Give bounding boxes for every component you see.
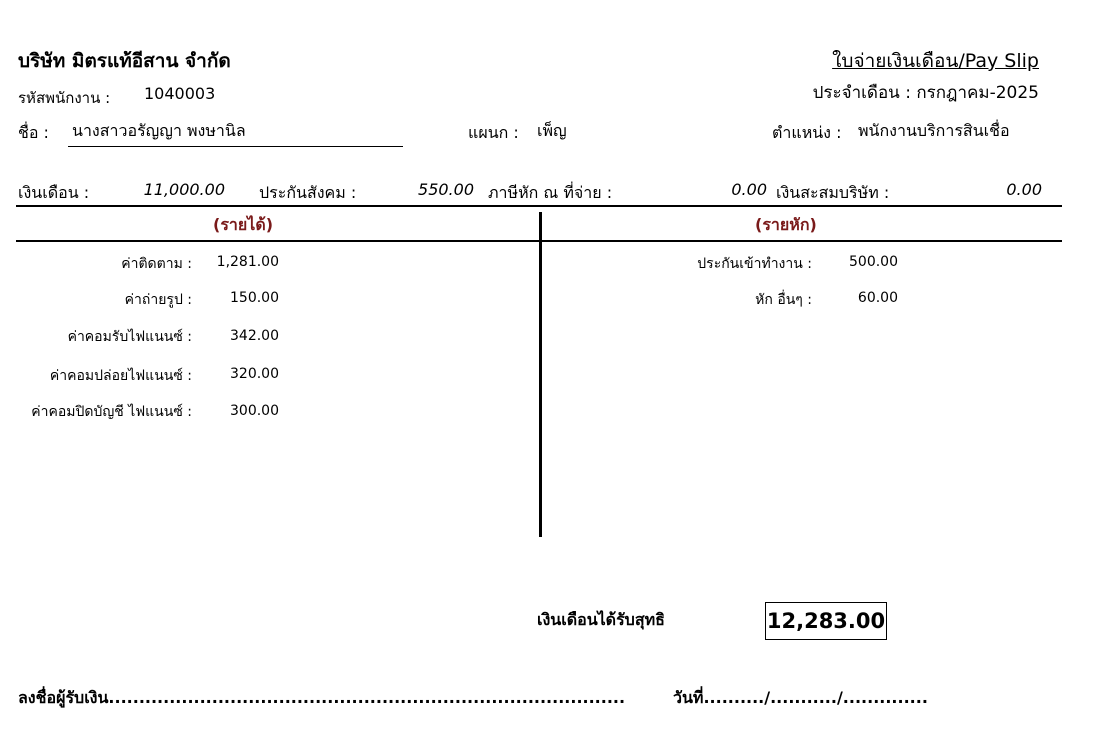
income-header: (รายได้) <box>213 215 274 234</box>
social-security-value: 550.00 <box>418 180 474 199</box>
payslip-title: ใบจ่ายเงินเดือน/Pay Slip <box>832 50 1039 72</box>
company-name: บริษัท มิตรแท้อีสาน จำกัด <box>18 50 231 72</box>
income-item-label: ค่าติดตาม : <box>121 256 192 272</box>
employee-name-label: ชื่อ : <box>18 123 49 142</box>
employee-name-value: นางสาวอรัญญา พงษานิล <box>72 121 246 140</box>
employee-id-label: รหัสพนักงาน : <box>18 89 111 107</box>
pay-month-label: ประจำเดือน : <box>812 83 911 103</box>
pay-month-value: กรกฎาคม-2025 <box>916 83 1039 103</box>
income-item-value: 320.00 <box>230 366 279 382</box>
deduction-header: (รายหัก) <box>755 215 817 234</box>
department-label: แผนก : <box>468 123 519 142</box>
column-divider <box>539 212 542 537</box>
income-item-value: 300.00 <box>230 403 279 419</box>
income-item-label: ค่าถ่ายรูป : <box>124 292 192 308</box>
income-item-label: ค่าคอมรับไฟแนนซ์ : <box>67 329 192 345</box>
deduction-item-value: 60.00 <box>857 290 898 306</box>
employee-id-value: 1040003 <box>144 84 216 103</box>
net-salary-value: 12,283.00 <box>765 602 887 640</box>
provident-fund-value: 0.00 <box>1006 180 1042 199</box>
deduction-item-label: ประกันเข้าทำงาน : <box>697 256 812 272</box>
name-underline <box>68 146 403 147</box>
table-top-line <box>16 205 1062 207</box>
income-item-value: 1,281.00 <box>216 254 279 270</box>
income-item-value: 342.00 <box>230 328 279 344</box>
deduction-item-label: หัก อื่นๆ : <box>755 292 812 308</box>
withholding-tax-label: ภาษีหัก ณ ที่จ่าย : <box>488 183 613 202</box>
deduction-item-value: 500.00 <box>849 254 898 270</box>
position-label: ตำแหน่ง : <box>772 123 842 142</box>
date-line: วันที่........../.........../.............. <box>673 688 928 707</box>
social-security-label: ประกันสังคม : <box>259 183 357 202</box>
position-value: พนักงานบริการสินเชื่อ <box>858 121 1010 140</box>
provident-fund-label: เงินสะสมบริษัท : <box>776 183 890 202</box>
income-item-label: ค่าคอมปล่อยไฟแนนซ์ : <box>49 368 192 384</box>
income-item-label: ค่าคอมปิดบัญชี ไฟแนนซ์ : <box>31 404 192 420</box>
salary-value: 11,000.00 <box>143 180 225 199</box>
salary-label: เงินเดือน : <box>18 183 90 202</box>
pay-month <box>813 79 1039 106</box>
withholding-tax-value: 0.00 <box>731 180 767 199</box>
income-item-value: 150.00 <box>230 290 279 306</box>
recipient-signature-line: ลงชื่อผู้รับเงิน..................................................................................... <box>18 688 626 707</box>
department-value: เพ็ญ <box>537 121 567 140</box>
net-salary-label: เงินเดือนได้รับสุทธิ <box>537 610 665 629</box>
